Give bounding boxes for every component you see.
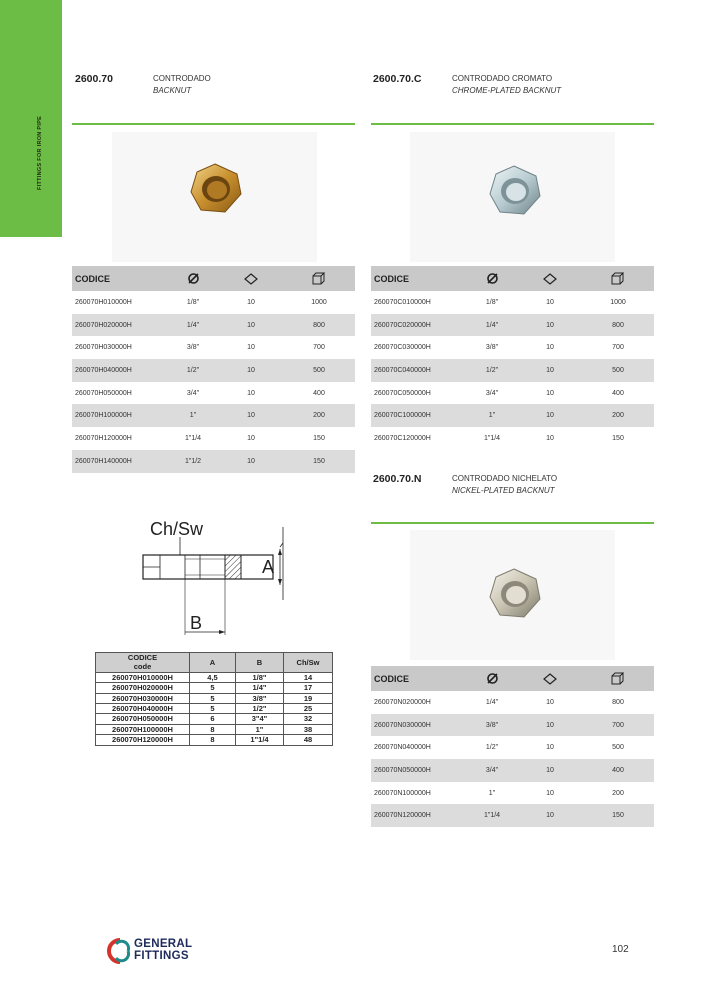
table-row: [371, 427, 654, 450]
cell-box: 1000: [610, 298, 626, 306]
cell-pack: 10: [546, 298, 554, 306]
cell-pack: 10: [518, 359, 582, 382]
cell-size: 1/4": [167, 314, 219, 337]
header-code: CODICE: [72, 266, 167, 291]
cell-size: 3/4": [186, 389, 200, 397]
dimension-header-b: B: [236, 653, 284, 673]
diameter-icon: [466, 266, 518, 291]
table-row: [72, 404, 355, 427]
cell-size: 1"1/4: [184, 434, 202, 442]
cell-pack: 10: [518, 759, 582, 782]
dim-cell-b: 1/2": [236, 704, 284, 714]
cell-pack: 10: [247, 389, 255, 397]
cell-pack: 10: [546, 789, 554, 797]
dimension-a-label: A: [262, 557, 275, 577]
dim-cell-chsw: 25: [284, 704, 333, 714]
cell-size: 3/8": [186, 344, 200, 352]
cell-box: 500: [612, 744, 624, 752]
product-name-it: CONTRODADO NICHELATO: [452, 474, 558, 483]
dimension-row: [96, 704, 333, 714]
cell-pack: 10: [219, 450, 283, 473]
header-code: CODICE: [371, 266, 466, 291]
nickel-backnut-photo: [484, 565, 544, 625]
table-row: [72, 291, 355, 314]
dim-cell-chsw: 48: [284, 735, 333, 745]
product-description: [452, 473, 557, 497]
dim-cell-chsw: 32: [284, 714, 333, 724]
cell-code: 260070H140000H: [72, 450, 167, 473]
cell-box: 700: [313, 344, 325, 352]
box-icon: [283, 266, 355, 291]
page-number: 102: [612, 944, 629, 955]
cell-box: 400: [313, 389, 325, 397]
cell-code: 260070N050000H: [371, 759, 466, 782]
cell-code: 260070N020000H: [374, 698, 431, 706]
cell-code: 260070H030000H: [75, 344, 132, 352]
cell-pack: 10: [546, 744, 554, 752]
dim-cell-code: 260070H050000H: [96, 714, 190, 724]
hex-wrench-icon: [518, 266, 582, 291]
cell-pack: 10: [518, 714, 582, 737]
dim-cell-b: 1/4": [236, 683, 284, 693]
table-row: [371, 404, 654, 427]
cell-code: 260070H010000H: [75, 298, 132, 306]
cell-size: 1/2": [167, 359, 219, 382]
cell-size: 1"1/4: [466, 804, 518, 827]
table-header-row: [371, 266, 654, 291]
cell-code: 260070H040000H: [72, 359, 167, 382]
section-rule: [72, 123, 355, 125]
cell-box: 150: [612, 434, 624, 442]
chrome-backnut-photo: [484, 162, 544, 222]
cell-box: 500: [283, 359, 355, 382]
cell-size: 1/2": [485, 744, 499, 752]
cell-box: 150: [582, 804, 654, 827]
cell-box: 200: [612, 789, 624, 797]
dim-cell-a: 5: [190, 683, 236, 693]
cell-size: 1": [488, 789, 496, 797]
sidebar-label: FITTINGS FOR IRON PIPE: [37, 115, 43, 190]
cell-pack: 10: [546, 434, 554, 442]
dim-cell-a: 5: [190, 704, 236, 714]
table-row: [72, 427, 355, 450]
cell-box: 800: [582, 314, 654, 337]
dimension-row: [96, 714, 333, 724]
table-row: [371, 759, 654, 782]
table-row: [371, 336, 654, 359]
table-row: [371, 359, 654, 382]
cell-pack: 10: [219, 359, 283, 382]
cell-box: 500: [582, 359, 654, 382]
product-name-it: CONTRODADO: [153, 74, 211, 83]
cell-size: 1"1/4: [483, 434, 501, 442]
cell-box: 700: [582, 714, 654, 737]
diameter-icon: [167, 266, 219, 291]
dimension-row: [96, 672, 333, 682]
cell-size: 1": [167, 404, 219, 427]
table-row: [72, 359, 355, 382]
cell-box: 200: [582, 404, 654, 427]
product-table: [371, 666, 654, 827]
product-name-en: BACKNUT: [153, 86, 192, 95]
table-row: [371, 714, 654, 737]
table-row: [72, 336, 355, 359]
brand-line-2: FITTINGS: [134, 949, 189, 962]
table-row: [371, 382, 654, 405]
dimension-row: [96, 735, 333, 745]
dim-cell-a: 8: [190, 735, 236, 745]
dim-cell-a: 5: [190, 693, 236, 703]
cell-pack: 10: [546, 389, 554, 397]
cell-pack: 10: [518, 804, 582, 827]
cell-size: 3/4": [466, 759, 518, 782]
cell-box: 400: [582, 759, 654, 782]
dim-cell-code: 260070H040000H: [96, 704, 190, 714]
table-row: [72, 382, 355, 405]
table-row: [72, 314, 355, 337]
cell-size: 3/8": [485, 344, 499, 352]
dim-cell-chsw: 19: [284, 693, 333, 703]
cell-size: 3/4": [485, 389, 499, 397]
cell-pack: 10: [247, 434, 255, 442]
section-rule: [371, 522, 654, 524]
cell-code: 260070C040000H: [371, 359, 466, 382]
dimension-row: [96, 683, 333, 693]
cell-code: 260070C030000H: [374, 344, 431, 352]
dim-cell-code: 260070H010000H: [96, 672, 190, 682]
cell-box: 200: [283, 404, 355, 427]
cell-pack: 10: [247, 344, 255, 352]
table-row: [371, 782, 654, 805]
product-code: 2600.70: [75, 73, 113, 85]
dim-cell-a: 8: [190, 724, 236, 734]
table-row: [371, 691, 654, 714]
cell-pack: 10: [247, 298, 255, 306]
cell-code: 260070N100000H: [374, 789, 431, 797]
table-row: [371, 804, 654, 827]
cell-pack: 10: [518, 404, 582, 427]
dim-cell-a: 6: [190, 714, 236, 724]
cell-size: 1/8": [485, 298, 499, 306]
dimension-header-a: A: [190, 653, 236, 673]
dim-cell-a: 4,5: [190, 672, 236, 682]
brand-line-1: GENERAL: [134, 938, 193, 950]
dim-cell-b: 3/8": [236, 693, 284, 703]
cell-box: 1000: [311, 298, 327, 306]
diameter-icon: [466, 666, 518, 691]
cell-size: 1/4": [485, 698, 499, 706]
product-description: [153, 73, 211, 97]
cell-code: 260070C010000H: [374, 298, 431, 306]
cell-pack: 10: [546, 344, 554, 352]
cell-size: 3/8": [466, 714, 518, 737]
table-row: [371, 314, 654, 337]
product-code: 2600.70.C: [373, 73, 422, 85]
dim-cell-b: 1"1/4: [236, 735, 284, 745]
cell-size: 1/4": [466, 314, 518, 337]
chsw-label: Ch/Sw: [150, 519, 204, 539]
dimension-table: [95, 652, 333, 746]
product-name-en: NICKEL-PLATED BACKNUT: [452, 486, 555, 495]
cell-code: 260070C050000H: [374, 389, 431, 397]
table-row: [371, 736, 654, 759]
dimension-header-chsw: Ch/Sw: [284, 653, 333, 673]
cell-code: 260070C020000H: [371, 314, 466, 337]
dim-cell-chsw: 17: [284, 683, 333, 693]
cell-size: 1/8": [186, 298, 200, 306]
product-table: [72, 266, 355, 473]
table-header-row: [72, 266, 355, 291]
cell-code: 260070C100000H: [371, 404, 466, 427]
cell-box: 700: [612, 344, 624, 352]
cell-box: 800: [612, 698, 624, 706]
dimension-header-row: [96, 653, 333, 673]
product-name-it: CONTRODADO CROMATO: [452, 74, 553, 83]
cell-code: 260070N120000H: [371, 804, 466, 827]
cell-size: 1": [466, 404, 518, 427]
product-table: [371, 266, 654, 450]
cell-code: 260070H120000H: [75, 434, 132, 442]
product-code: 2600.70.N: [373, 473, 422, 485]
dim-cell-code: 260070H020000H: [96, 683, 190, 693]
table-header-row: [371, 666, 654, 691]
dim-cell-code: 260070H120000H: [96, 735, 190, 745]
dim-cell-b: 1/8": [236, 672, 284, 682]
dimension-row: [96, 693, 333, 703]
cell-code: 260070H020000H: [72, 314, 167, 337]
technical-drawing: [140, 515, 300, 640]
section-rule: [371, 123, 654, 125]
cell-box: 400: [612, 389, 624, 397]
brand-name: [134, 939, 192, 962]
dimension-header-code: CODICE code: [96, 653, 190, 673]
hex-wrench-icon: [518, 666, 582, 691]
dim-cell-chsw: 38: [284, 724, 333, 734]
cell-box: 800: [283, 314, 355, 337]
product-description: [452, 73, 561, 97]
dim-cell-b: 3"4": [236, 714, 284, 724]
cell-code: 260070N030000H: [371, 714, 466, 737]
cell-size: 1/2": [466, 359, 518, 382]
sidebar-tab: [0, 0, 62, 237]
cell-box: 150: [313, 434, 325, 442]
cell-box: 150: [283, 450, 355, 473]
hex-wrench-icon: [219, 266, 283, 291]
dimension-b-label: B: [190, 613, 203, 633]
cell-code: 260070H050000H: [75, 389, 132, 397]
cell-code: 260070C120000H: [374, 434, 431, 442]
table-row: [72, 450, 355, 473]
dim-cell-chsw: 14: [284, 672, 333, 682]
cell-code: 260070H100000H: [72, 404, 167, 427]
cell-pack: 10: [518, 314, 582, 337]
dim-cell-code: 260070H030000H: [96, 693, 190, 703]
cell-pack: 10: [546, 698, 554, 706]
cell-pack: 10: [219, 404, 283, 427]
cell-pack: 10: [219, 314, 283, 337]
box-icon: [582, 666, 654, 691]
brass-backnut-photo: [185, 160, 245, 220]
box-icon: [582, 266, 654, 291]
cell-size: 1"1/2: [167, 450, 219, 473]
header-code: CODICE: [371, 666, 466, 691]
table-row: [371, 291, 654, 314]
product-name-en: CHROME-PLATED BACKNUT: [452, 86, 562, 95]
dim-cell-code: 260070H100000H: [96, 724, 190, 734]
cell-code: 260070N040000H: [374, 744, 431, 752]
dim-cell-b: 1": [236, 724, 284, 734]
dimension-row: [96, 724, 333, 734]
